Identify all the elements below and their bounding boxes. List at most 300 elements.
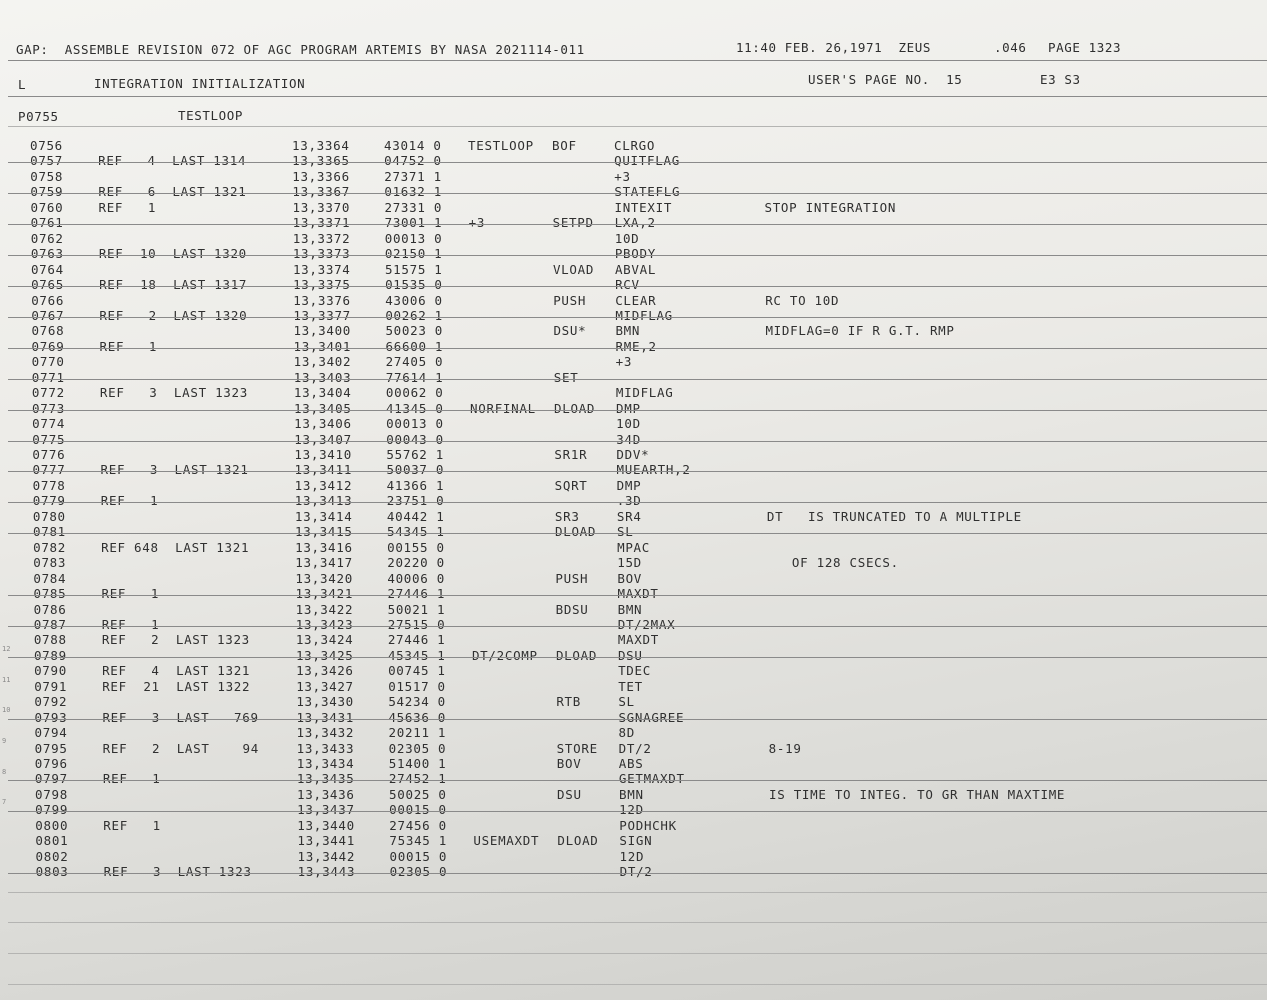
listing-line-number: 0765 xyxy=(31,277,64,293)
listing-octal-code: 41366 1 xyxy=(386,477,445,493)
listing-octal-code: 27456 0 xyxy=(389,817,447,833)
listing-octal-code: 23751 0 xyxy=(386,493,445,509)
listing-operand: MAXDT xyxy=(617,586,659,602)
listing-rule xyxy=(8,780,1267,781)
listing-operand: BMN xyxy=(615,323,641,339)
listing-operand: GETMAXDT xyxy=(618,771,685,787)
listing-address: 13,3420 xyxy=(295,570,353,586)
listing-opcode: DSU* xyxy=(553,323,587,339)
listing-octal-code: 43006 0 xyxy=(385,292,443,308)
listing-row xyxy=(0,818,1267,833)
listing-comment: 8-19 xyxy=(768,740,802,756)
listing-rule xyxy=(8,255,1267,256)
listing-line-number: 0758 xyxy=(30,168,64,184)
margin-tick: 12 xyxy=(2,645,11,653)
listing-row xyxy=(0,385,1267,400)
listing-operand: MIDFLAG xyxy=(615,385,674,401)
listing-operand: PODHCHK xyxy=(619,817,677,833)
listing-line-number: 0803 xyxy=(35,864,69,880)
listing-line-number: 0763 xyxy=(30,246,64,262)
listing-line-number: 0789 xyxy=(33,647,67,663)
listing-operand: 34D xyxy=(616,431,641,447)
listing-rule xyxy=(8,286,1267,287)
listing-row xyxy=(0,200,1267,215)
listing-comment: STOP INTEGRATION xyxy=(764,199,897,215)
listing-octal-code: 00062 0 xyxy=(385,385,444,401)
listing-octal-code: 51575 1 xyxy=(384,261,443,277)
listing-operand: PBODY xyxy=(614,246,656,262)
listing-rule xyxy=(8,626,1267,627)
listing-operand: DMP xyxy=(616,477,642,493)
listing-ref: REF 3 LAST 1323 xyxy=(103,864,252,880)
listing-line-number: 0757 xyxy=(30,153,64,169)
page-number: PAGE 1323 xyxy=(1048,40,1122,55)
listing-octal-code: 73001 1 xyxy=(384,215,443,231)
listing-octal-code: 40006 0 xyxy=(387,570,445,586)
listing-ref: REF 1 xyxy=(100,493,159,509)
listing-row xyxy=(0,602,1267,617)
listing-operand: DT/2MAX xyxy=(617,616,676,632)
listing-address: 13,3434 xyxy=(296,756,355,771)
listing-octal-code: 27446 1 xyxy=(387,586,446,602)
blank-rule xyxy=(8,984,1267,985)
blank-rule xyxy=(8,892,1267,893)
listing-label: USEMAXDT xyxy=(473,833,540,849)
listing-line-number: 0800 xyxy=(35,817,69,833)
listing-rule xyxy=(8,441,1267,442)
listing-address: 13,3402 xyxy=(293,354,352,370)
listing-ref: REF 3 LAST 769 xyxy=(102,709,259,725)
listing-ref: REF 18 LAST 1317 xyxy=(99,277,248,293)
listing-opcode: DLOAD xyxy=(554,400,596,416)
margin-tick: 10 xyxy=(2,706,11,714)
listing-line-number: 0795 xyxy=(34,740,68,756)
listing-operand: BOV xyxy=(617,570,643,586)
listing-rule xyxy=(8,471,1267,472)
listing-line-number: 0779 xyxy=(32,493,66,509)
listing-octal-code: 00015 0 xyxy=(389,848,448,864)
listing-ref: REF 648 LAST 1321 xyxy=(101,539,250,555)
listing-address: 13,3414 xyxy=(294,508,353,524)
listing-row xyxy=(0,524,1267,539)
listing-rule xyxy=(8,193,1267,194)
listing-opcode: DLOAD xyxy=(557,833,599,849)
listing-label: NORFINAL xyxy=(470,400,536,416)
listing-operand: DMP xyxy=(616,400,641,416)
listing-operand: INTEXIT xyxy=(614,199,673,215)
listing-operand: MPAC xyxy=(617,539,651,555)
listing-address: 13,3401 xyxy=(293,338,352,354)
listing-octal-code: 51400 1 xyxy=(388,756,447,771)
listing-address: 13,3413 xyxy=(294,493,353,509)
section-title: INTEGRATION INITIALIZATION xyxy=(94,76,306,91)
listing-opcode: STORE xyxy=(556,740,598,756)
listing-octal-code: 55762 1 xyxy=(386,447,444,462)
listing-line-number: 0764 xyxy=(30,261,64,277)
listing-row xyxy=(0,787,1267,802)
listing-address: 13,3412 xyxy=(294,477,353,493)
listing-address: 13,3417 xyxy=(295,555,353,571)
listing-ref: REF 4 LAST 1314 xyxy=(98,153,247,169)
listing-opcode: DSU xyxy=(557,786,582,802)
listing-rule xyxy=(8,873,1267,874)
listing-octal-code: 43014 0 xyxy=(384,138,442,153)
listing-row xyxy=(0,401,1267,416)
listing-rule xyxy=(8,317,1267,318)
listing-line-number: 0786 xyxy=(33,601,67,617)
listing-ref: REF 2 LAST 1320 xyxy=(99,307,248,323)
listing-line-number: 0756 xyxy=(30,138,63,153)
print-time-date: 11:40 FEB. 26,1971 ZEUS xyxy=(736,40,932,55)
listing-row xyxy=(0,493,1267,508)
listing-opcode: DLOAD xyxy=(555,524,597,540)
listing-comment: DT IS TRUNCATED TO A MULTIPLE xyxy=(766,508,1022,524)
listing-octal-code: 27405 0 xyxy=(385,354,444,370)
listing-row xyxy=(0,246,1267,261)
listing-address: 13,3425 xyxy=(295,647,354,663)
listing-address: 13,3437 xyxy=(297,802,355,818)
listing-line-number: 0775 xyxy=(32,431,66,447)
listing-line-number: 0790 xyxy=(34,663,67,679)
listing-opcode: SR3 xyxy=(554,508,580,524)
listing-row xyxy=(0,632,1267,647)
listing-octal-code: 75345 1 xyxy=(389,833,447,849)
listing-row xyxy=(0,447,1267,462)
listing-row xyxy=(0,215,1267,230)
listing-row xyxy=(0,323,1267,338)
listing-operand: CLEAR xyxy=(615,292,657,308)
listing-operand: ABVAL xyxy=(614,261,657,277)
listing-row xyxy=(0,169,1267,184)
listing-operand: MAXDT xyxy=(617,632,659,648)
listing-operand: CLRGO xyxy=(614,138,656,153)
listing-opcode: PUSH xyxy=(553,292,587,308)
listing-line-number: 0778 xyxy=(32,477,66,493)
listing-operand: MUEARTH,2 xyxy=(616,462,691,478)
listing-address: 13,3411 xyxy=(294,462,353,478)
listing-octal-code: 02305 0 xyxy=(388,740,447,756)
blank-rule xyxy=(8,922,1267,923)
listing-rule xyxy=(8,348,1267,349)
listing-operand: ABS xyxy=(618,756,644,771)
listing-line-number: 0794 xyxy=(34,725,68,741)
listing-octal-code: 50037 0 xyxy=(386,462,445,478)
listing-operand: RCV xyxy=(615,277,640,293)
listing-line-number: 0796 xyxy=(34,756,68,771)
listing-octal-code: 02305 0 xyxy=(389,864,448,880)
listing-line-number: 0762 xyxy=(30,230,64,246)
listing-line-number: 0791 xyxy=(34,678,68,694)
listing-operand: BMN xyxy=(619,786,644,802)
listing-operand: QUITFLAG xyxy=(614,153,680,169)
listing-address: 13,3370 xyxy=(292,199,351,215)
listing-address: 13,3430 xyxy=(296,694,354,710)
listing-address: 13,3406 xyxy=(294,416,352,432)
listing-address: 13,3407 xyxy=(294,431,352,447)
listing-row xyxy=(0,802,1267,817)
listing-row xyxy=(0,771,1267,786)
listing-operand: RME,2 xyxy=(615,338,657,354)
listing-address: 13,3366 xyxy=(292,168,350,184)
listing-operand: .3D xyxy=(616,493,642,509)
listing-line-number: 0774 xyxy=(32,416,66,432)
listing-line-number: 0792 xyxy=(34,694,68,710)
listing-comment: MIDFLAG=0 IF R G.T. RMP xyxy=(765,323,955,339)
listing-octal-code: 00155 0 xyxy=(387,539,445,555)
listing-operand: 8D xyxy=(618,725,635,741)
listing-octal-code: 02150 1 xyxy=(384,246,443,262)
listing-row xyxy=(0,153,1267,168)
listing-octal-code: 40442 1 xyxy=(386,508,445,524)
listing-row xyxy=(0,416,1267,431)
print-code: .046 xyxy=(994,40,1027,55)
listing-rule xyxy=(8,502,1267,503)
section-letter: L xyxy=(18,77,27,92)
listing-row xyxy=(0,694,1267,709)
listing-row xyxy=(0,571,1267,586)
listing-rule xyxy=(8,719,1267,720)
listing-address: 13,3443 xyxy=(297,864,356,880)
listing-line-number: 0793 xyxy=(34,709,68,725)
listing-line-number: 0768 xyxy=(31,323,65,339)
listing-address: 13,3404 xyxy=(293,385,352,401)
listing-address: 13,3423 xyxy=(295,616,354,632)
listing-octal-code: 27331 0 xyxy=(384,199,443,215)
listing-row xyxy=(0,293,1267,308)
listing-operand: SIGN xyxy=(619,833,653,849)
listing-line-number: 0802 xyxy=(35,848,69,864)
listing-ref: REF 1 xyxy=(101,586,160,602)
listing-address: 13,3422 xyxy=(295,601,354,617)
listing-address: 13,3432 xyxy=(296,725,355,741)
listing-row xyxy=(0,617,1267,632)
listing-line-number: 0782 xyxy=(33,539,67,555)
listing-octal-code: 27452 1 xyxy=(388,771,447,787)
listing-operand: +3 xyxy=(615,354,633,370)
listing-row xyxy=(0,710,1267,725)
listing-comment: RC TO 10D xyxy=(765,292,840,308)
listing-line-number: 0761 xyxy=(30,215,64,231)
listing-label: +3 xyxy=(468,215,486,231)
listing-row xyxy=(0,849,1267,864)
listing-opcode: SR1R xyxy=(554,447,588,462)
listing-address: 13,3372 xyxy=(292,230,351,246)
section-rule xyxy=(8,96,1267,97)
listing-octal-code: 27371 1 xyxy=(384,168,442,184)
listing-address: 13,3427 xyxy=(296,678,354,694)
listing-opcode: RTB xyxy=(556,694,581,710)
listing-line-number: 0787 xyxy=(33,616,67,632)
start-label: TESTLOOP xyxy=(178,108,244,123)
listing-line-number: 0769 xyxy=(31,338,65,354)
listing-row xyxy=(0,833,1267,848)
listing-opcode: BOV xyxy=(556,756,582,771)
listing-row xyxy=(0,725,1267,740)
listing-octal-code: 00043 0 xyxy=(386,431,444,447)
listing-row xyxy=(0,231,1267,246)
listing-line-number: 0785 xyxy=(33,586,67,602)
listing-line-number: 0767 xyxy=(31,307,65,323)
listing-operand: DSU xyxy=(617,647,643,663)
listing-address: 13,3421 xyxy=(295,586,354,602)
listing-address: 13,3441 xyxy=(297,833,355,849)
listing-row xyxy=(0,540,1267,555)
listing-address: 13,3367 xyxy=(292,184,350,200)
listing-row xyxy=(0,462,1267,477)
listing-operand: 10D xyxy=(616,416,641,432)
listing-octal-code: 66600 1 xyxy=(385,338,444,354)
listing-line-number: 0777 xyxy=(32,462,66,478)
listing-address: 13,3436 xyxy=(297,786,355,802)
listing-address: 13,3405 xyxy=(294,400,352,416)
listing-operand: STATEFLG xyxy=(614,184,681,200)
listing-address: 13,3435 xyxy=(296,771,355,787)
listing-octal-code: 45636 0 xyxy=(388,709,447,725)
listing-operand: 12D xyxy=(619,802,644,818)
listing-line-number: 0770 xyxy=(31,354,65,370)
listing-line-number: 0784 xyxy=(33,570,67,586)
e3-s3-code: E3 S3 xyxy=(1040,72,1081,87)
listing-ref: REF 4 LAST 1321 xyxy=(102,663,251,679)
listing-row xyxy=(0,741,1267,756)
listing-octal-code: 04752 0 xyxy=(384,153,442,169)
listing-address: 13,3400 xyxy=(293,323,352,339)
listing-rule xyxy=(8,811,1267,812)
listing-line-number: 0771 xyxy=(31,369,65,385)
listing-rule xyxy=(8,224,1267,225)
listing-ref: REF 2 LAST 94 xyxy=(102,740,259,756)
listing-row xyxy=(0,354,1267,369)
listing-opcode: VLOAD xyxy=(552,261,595,277)
listing-octal-code: 20220 0 xyxy=(387,555,445,571)
listing-ref: REF 1 xyxy=(98,199,157,215)
listing-comment: IS TIME TO INTEG. TO GR THAN MAXTIME xyxy=(769,786,1066,802)
listing-octal-code: 00745 1 xyxy=(388,663,446,679)
listing-rule xyxy=(8,410,1267,411)
listing-octal-code: 45345 1 xyxy=(387,647,446,663)
listing-label: TESTLOOP xyxy=(468,138,534,153)
listing-ref: REF 3 LAST 1321 xyxy=(100,462,249,478)
listing-row xyxy=(0,432,1267,447)
listing-row xyxy=(0,555,1267,570)
listing-opcode: PUSH xyxy=(555,570,589,586)
listing-line-number: 0801 xyxy=(35,833,69,849)
listing-address: 13,3442 xyxy=(297,848,356,864)
start-line-number: P0755 xyxy=(18,109,59,124)
listing-ref: REF 1 xyxy=(103,817,161,833)
listing-octal-code: 01517 0 xyxy=(388,678,446,694)
listing-octal-code: 00262 1 xyxy=(385,307,443,323)
listing-opcode: DLOAD xyxy=(555,647,598,663)
listing-operand: MIDFLAG xyxy=(615,307,673,323)
listing-address: 13,3431 xyxy=(296,709,355,725)
listing-octal-code: 50021 1 xyxy=(387,601,446,617)
listing-line-number: 0773 xyxy=(32,400,65,416)
listing-line-number: 0788 xyxy=(33,632,67,648)
label-rule xyxy=(8,126,1267,127)
listing-operand: TET xyxy=(618,678,643,694)
listing-octal-code: 01535 0 xyxy=(385,277,443,293)
listing-row xyxy=(0,586,1267,601)
listing-address: 13,3440 xyxy=(297,817,355,833)
listing-octal-code: 41345 0 xyxy=(386,400,444,416)
listing-address: 13,3365 xyxy=(292,153,350,169)
listing-ref: REF 10 LAST 1320 xyxy=(98,246,247,262)
blank-rule xyxy=(8,953,1267,954)
listing-address: 13,3426 xyxy=(296,663,354,679)
listing-address: 13,3416 xyxy=(295,539,353,555)
listing-row xyxy=(0,184,1267,199)
listing-address: 13,3375 xyxy=(293,277,351,293)
listing-row xyxy=(0,756,1267,771)
margin-tick: 8 xyxy=(2,768,7,776)
listing-ref: REF 1 xyxy=(101,616,160,632)
listing-row xyxy=(0,509,1267,524)
listing-operand: SR4 xyxy=(616,508,642,524)
listing-line-number: 0797 xyxy=(34,771,68,787)
listing-ref: REF 6 LAST 1321 xyxy=(98,184,247,200)
listing-line-number: 0783 xyxy=(33,555,67,571)
listing-operand: BMN xyxy=(617,601,643,617)
listing-octal-code: 54234 0 xyxy=(388,694,446,710)
listing-octal-code: 54345 1 xyxy=(387,524,445,540)
listing-address: 13,3371 xyxy=(292,215,351,231)
listing-address: 13,3376 xyxy=(293,292,351,308)
listing-operand: SL xyxy=(618,694,635,710)
listing-rule xyxy=(8,162,1267,163)
listing-octal-code: 20211 1 xyxy=(388,725,447,741)
users-page-number: USER'S PAGE NO. 15 xyxy=(808,72,963,87)
listing-octal-code: 27446 1 xyxy=(387,632,446,648)
listing-operand: DT/2 xyxy=(619,864,653,880)
listing-row xyxy=(0,679,1267,694)
listing-label: DT/2COMP xyxy=(471,647,538,663)
listing-line-number: 0798 xyxy=(35,786,68,802)
listing-address: 13,3410 xyxy=(294,447,352,462)
listing-address: 13,3373 xyxy=(292,246,351,262)
listing-operand: DDV* xyxy=(616,447,650,462)
listing-operand: 12D xyxy=(619,848,645,864)
listing-rule xyxy=(8,533,1267,534)
listing-operand: SL xyxy=(617,524,634,540)
listing-opcode: BDSU xyxy=(555,601,589,617)
listing-line-number: 0799 xyxy=(35,802,69,818)
listing-ref: REF 3 LAST 1323 xyxy=(99,385,248,401)
listing-line-number: 0766 xyxy=(31,292,65,308)
listing-address: 13,3377 xyxy=(293,307,351,323)
listing-ref: REF 1 xyxy=(102,771,161,787)
listing-line-number: 0772 xyxy=(31,385,65,401)
listing-operand: 10D xyxy=(614,230,640,246)
listing-operand: TDEC xyxy=(618,663,651,679)
listing-octal-code: 77614 1 xyxy=(385,369,444,385)
listing-opcode: SET xyxy=(553,369,579,385)
listing-octal-code: 50023 0 xyxy=(385,323,444,339)
listing-rule xyxy=(8,595,1267,596)
listing-octal-code: 01632 1 xyxy=(384,184,442,200)
listing-ref: REF 21 LAST 1322 xyxy=(102,678,251,694)
listing-row xyxy=(0,308,1267,323)
listing-line-number: 0780 xyxy=(32,508,66,524)
program-header-line: GAP: ASSEMBLE REVISION 072 OF AGC PROGRAM ARTEMIS BY NASA 2021114-011 xyxy=(16,42,585,57)
listing-row xyxy=(0,478,1267,493)
listing-row xyxy=(0,262,1267,277)
listing-ref: REF 1 xyxy=(99,338,158,354)
listing-address: 13,3374 xyxy=(292,261,351,277)
listing-opcode: SQRT xyxy=(554,477,588,493)
listing-row xyxy=(0,663,1267,678)
listing-octal-code: 00015 0 xyxy=(389,802,447,818)
